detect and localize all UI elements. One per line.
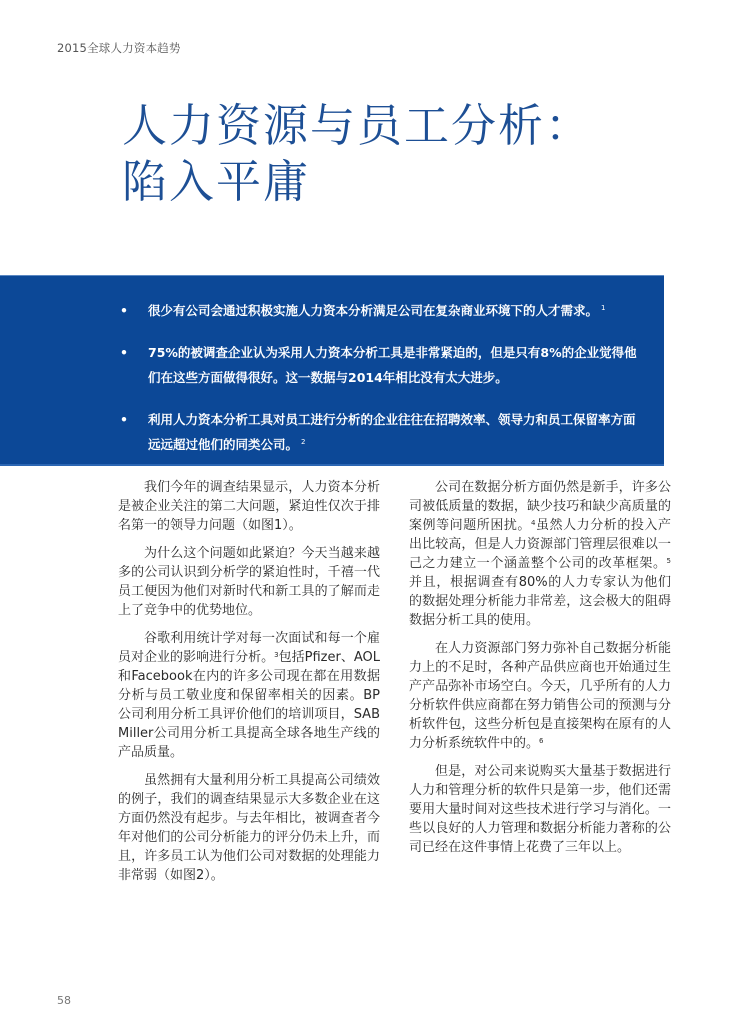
bullet-icon: • bbox=[120, 345, 128, 360]
key-finding-text: 75%的被调查企业认为采用人力资本分析工具是非常紧迫的，但是只有8%的企业觉得他们在这些方面做得很好。这一数据与2014年相比没有太大进步。 bbox=[148, 345, 637, 385]
key-finding-item bbox=[118, 407, 638, 457]
key-finding-item bbox=[118, 298, 638, 323]
body-paragraph: 谷歌利用统计学对每一次面试和每一个雇员对企业的影响进行分析。$^3$包括Pfizer、AOL和Facebook在内的许多公司现在都在用数据分析与员工敬业度和保留率相关的因素。BP公司利用分析工具评价他们的培训项目，SAB Miller公司用分析工具提高全球各地生产线的产品质量。 bbox=[118, 631, 380, 760]
body-paragraph: 虽然拥有大量利用分析工具提高公司绩效的例子，我们的调查结果显示大多数企业在这方面仍然没有起步。与去年相比，被调查者今年对他们的公司分析能力的评分仍未上升，而且，许多员工认为他们公司对数据的处理能力非常弱（如图2）。 bbox=[118, 773, 380, 883]
footnote-ref: 5 bbox=[666, 557, 671, 565]
title-line-2: 陷入平庸 bbox=[122, 155, 311, 208]
bullet-icon: • bbox=[120, 412, 128, 427]
footnote-ref: 1 bbox=[601, 304, 606, 312]
title-line-1: 人力资源与员工分析： bbox=[122, 99, 593, 152]
running-header: 2015全球人力资本趋势 bbox=[57, 41, 181, 55]
key-findings-list bbox=[118, 298, 638, 474]
key-findings-band bbox=[0, 275, 664, 466]
body-column-right bbox=[409, 478, 671, 866]
body-paragraph: 公司在数据分析方面仍然是新手，许多公司被低质量的数据，缺少技巧和缺少高质量的案例等问题所困扰。$^4$虽然人力分析的投入产出比较高，但是人力资源部门管理层很难以一己之力建立一个涵盖整个公司的改革框架。$^5$并且，根据调查有80%的人力专家认为他们的数据处理分析能力非常差，这会极大的阻碍数据分析工具的使用。 bbox=[409, 480, 671, 628]
body-paragraph: 我们今年的调查结果显示，人力资本分析是被企业关注的第二大问题，紧迫性仅次于排名第一的领导力问题（如图1）。 bbox=[118, 480, 380, 533]
body-paragraph: 在人力资源部门努力弥补自己数据分析能力上的不足时，各种产品供应商也开始通过生产产品弥补市场空白。今天，几乎所有的人力分析软件供应商都在努力销售公司的预测与分析软件包，这些分析包是直接架构在原有的人力分析系统软件中的。$^6$ bbox=[409, 641, 671, 751]
page-number: 58 bbox=[57, 994, 71, 1007]
footnote-ref: 4 bbox=[530, 519, 536, 527]
footnote-ref: 3 bbox=[274, 651, 279, 659]
body-paragraph: 但是，对公司来说购买大量基于数据进行人力和管理分析的软件只是第一步，他们还需要用大量时间对这些技术进行学习与消化。一些以良好的人力管理和数据分析能力著称的公司已经在这件事情上花费了三年以上。 bbox=[409, 764, 671, 855]
body-paragraph: 为什么这个问题如此紧迫？今天当越来越多的公司认识到分析学的紧迫性时，千禧一代员工便因为他们对新时代和新工具的了解而走上了竞争中的优势地位。 bbox=[118, 546, 380, 618]
footnote-ref: 6 bbox=[539, 737, 544, 745]
key-finding-text: 利用人力资本分析工具对员工进行分析的企业往往在招聘效率、领导力和员工保留率方面远远超过他们的同类公司。 bbox=[148, 412, 636, 452]
key-finding-text: 很少有公司会通过积极实施人力资本分析满足公司在复杂商业环境下的人才需求。 bbox=[148, 303, 599, 318]
footnote-ref: 2 bbox=[301, 438, 306, 446]
body-column-left bbox=[118, 478, 380, 894]
page-title bbox=[122, 98, 592, 210]
bullet-icon: • bbox=[120, 303, 128, 318]
key-finding-item bbox=[118, 340, 638, 390]
